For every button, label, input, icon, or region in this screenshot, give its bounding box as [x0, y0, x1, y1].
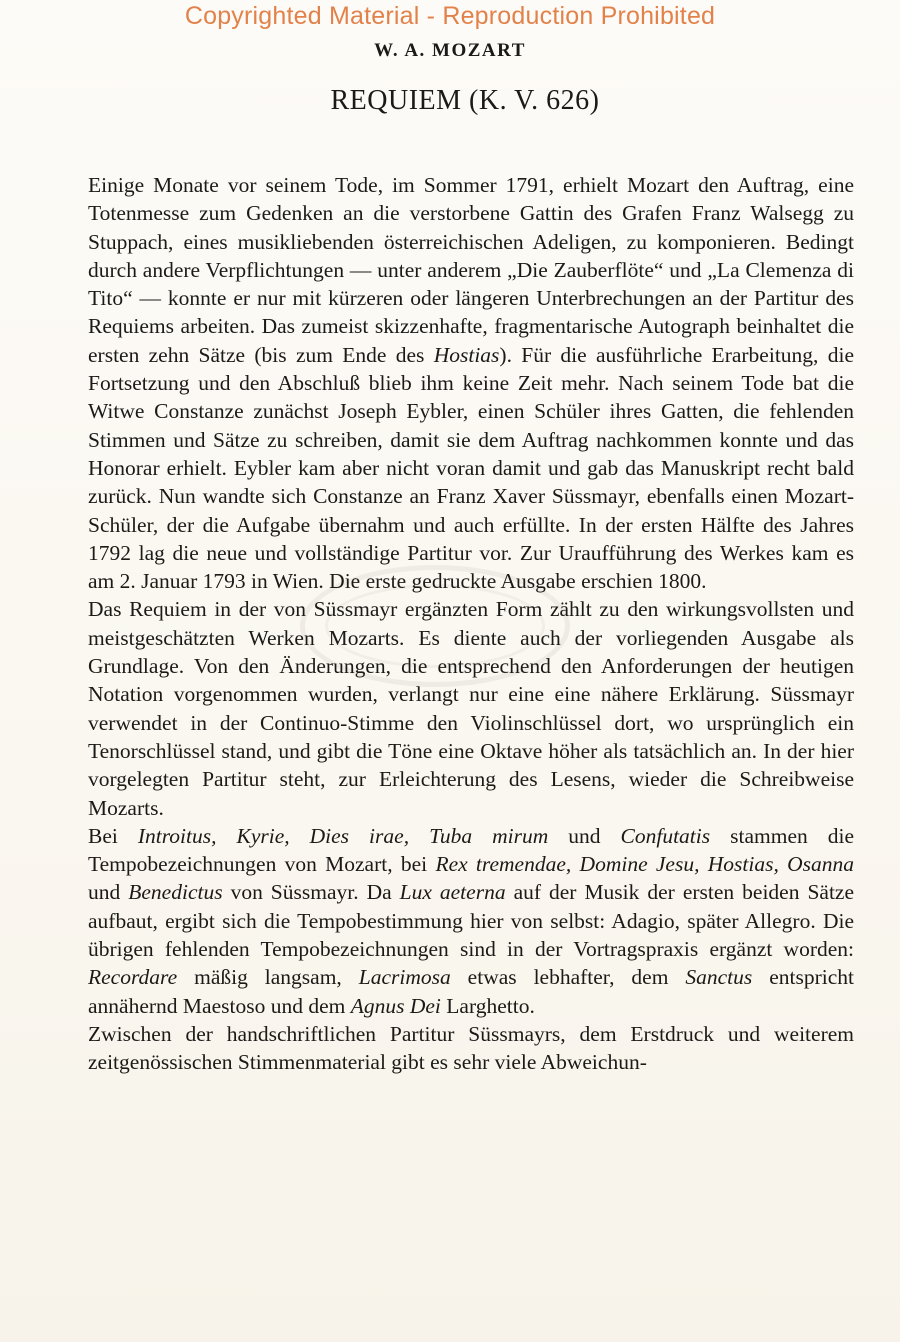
text-run: und	[88, 880, 129, 905]
body-paragraph	[88, 171, 854, 595]
italic-term: Benedictus	[128, 880, 223, 905]
italic-term: Hostias	[433, 342, 500, 367]
italic-term: Sanctus	[685, 965, 753, 990]
text-run: und	[548, 823, 621, 848]
text-run: Zwischen der handschriftlichen Partitur Süssmayrs, dem Erstdruck und weiterem zeitgenössischen Stimmenmaterial gibt es sehr viele Abweichun-	[88, 1021, 854, 1075]
italic-term: Rex tremendae, Domine Jesu, Hostias, Osanna	[435, 852, 854, 877]
text-run: etwas lebhafter, dem	[450, 965, 686, 990]
show-through-text-decoration	[210, 120, 770, 154]
italic-term: Introitus, Kyrie, Dies irae, Tuba mirum	[137, 823, 549, 848]
text-run: mäßig langsam,	[177, 965, 359, 990]
text-run: Das Requiem in der von Süssmayr ergänzten Form zählt zu den wirkungsvollsten und meistgeschätzten Werken Mozarts. Es diente auch der vorliegenden Ausgabe als Grundlage. Von den Änderungen, die entsprechend den Anforderungen der heutigen Notation vorgenommen wurden, verlangt nur eine eine nähere Erklärung. Süssmayr verwendet in der Continuo-Stimme den Violinschlüssel dort, wo ursprünglich ein Tenorschlüssel stand, und gibt die Töne eine Oktave höher als tatsächlich an. In der hier vorgelegten Partitur steht, zur Erleichterung des Lesens, wieder die Schreibweise Mozarts.	[88, 597, 854, 820]
document-body	[88, 171, 854, 1077]
text-run: Einige Monate vor seinem Tode, im Sommer 1791, erhielt Mozart den Auftrag, eine Totenmesse zum Gedenken an die verstorbene Gattin des Grafen Franz Walsegg zu Stuppach, eines musikliebenden österreichischen Adeligen, zu komponieren. Bedingt durch andere Verpflichtungen — unter anderem „Die Zauberflöte“ und „La Clemenza di Tito“ — konnte er nur mit kürzeren oder längeren Unterbrechungen an der Partitur des Requiems arbeiten. Das zumeist skizzenhafte, fragmentarische Autograph beinhaltet die ersten zehn Sätze (bis zum Ende des	[88, 173, 854, 367]
text-run: auf der Musik der ersten beiden Sätze aufbaut, ergibt sich die Tempobestimmung hier von selbst: Adagio, später Allegro. Die übrigen fehlenden Tempobezeichnungen sind in der Vortragspraxis ergänzt worden:	[88, 880, 855, 962]
italic-term: Recordare	[88, 965, 178, 990]
copyright-watermark: Copyrighted Material - Reproduction Prohibited	[184, 2, 716, 30]
body-paragraph	[88, 822, 854, 1020]
italic-term: Lux aeterna	[399, 880, 506, 905]
body-paragraph	[88, 595, 854, 821]
italic-term: Agnus Dei	[350, 993, 441, 1018]
text-run: Larghetto.	[440, 993, 535, 1018]
page-title: REQUIEM (K. V. 626)	[330, 85, 600, 116]
text-run: ). Für die ausführliche Erarbeitung, die Fortsetzung und den Abschluß blieb ihm keine Zeit mehr. Nach seinem Tode bat die Witwe Constanze zunächst Joseph Eybler, einen Schüler ihres Gatten, die fehlenden Stimmen und Sätze zu schreiben, damit sie dem Auftrag nachkommen konnte und das Honorar erhielt. Eybler kam aber nicht voran damit und gab das Manuskript recht bald zurück. Nun wandte sich Constanze an Franz Xaver Süssmayr, ebenfalls einen Mozart-Schüler, der die Aufgabe übernahm und auch erfüllte. In der ersten Hälfte des Jahres 1792 lag die neue und vollständige Partitur vor. Zur Uraufführung des Werkes kam es am 2. Januar 1793 in Wien. Die erste gedruckte Ausgabe erschien 1800.	[88, 342, 854, 594]
text-run: entspricht annähernd Maestoso und dem	[88, 965, 854, 1018]
text-run: stammen die Tempobezeichnungen von Mozart, bei	[88, 823, 855, 877]
text-run: Bei	[88, 823, 138, 848]
italic-term: Lacrimosa	[358, 965, 451, 990]
text-run: von Süssmayr. Da	[222, 880, 400, 905]
composer-heading: W. A. MOZART	[374, 40, 526, 61]
body-paragraph	[88, 1020, 854, 1077]
italic-term: Confutatis	[620, 823, 711, 848]
